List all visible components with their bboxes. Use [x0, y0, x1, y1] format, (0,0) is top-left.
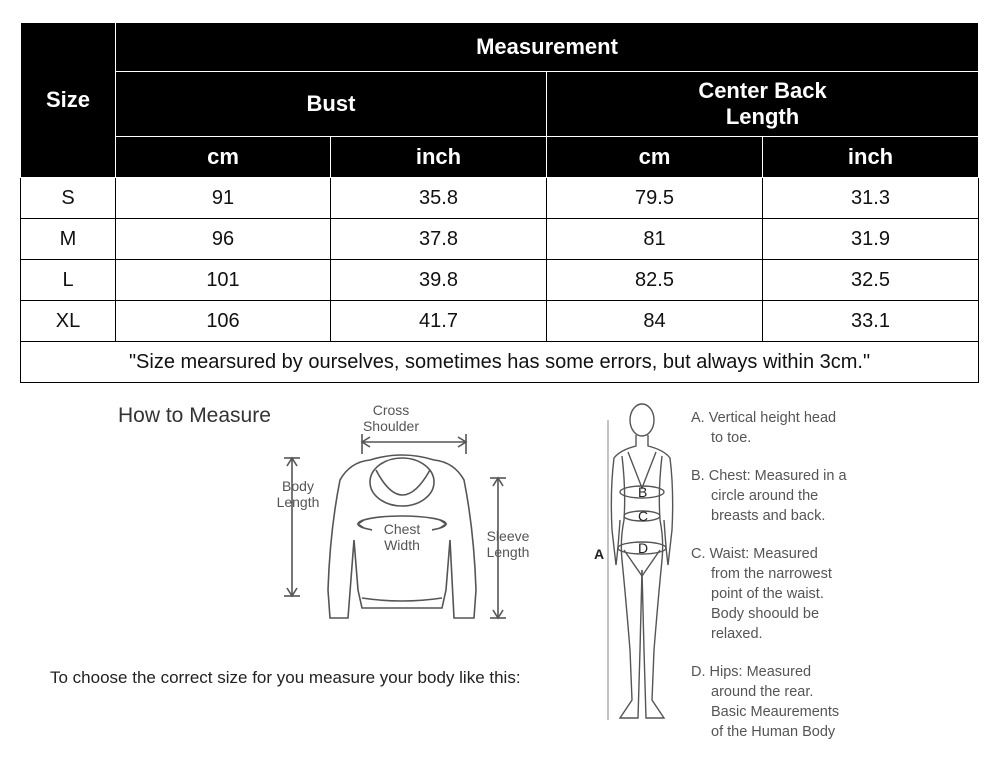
- cbl-header-line2: Length: [725, 104, 800, 129]
- cbl-header-line1: Center Back: [698, 78, 827, 103]
- body-label-b: B: [638, 484, 648, 500]
- size-cell: XL: [21, 301, 116, 342]
- measurement-header: Measurement: [116, 23, 979, 72]
- bust-inch-cell: 39.8: [331, 260, 547, 301]
- cross-shoulder-label: Cross Shoulder: [362, 402, 420, 434]
- size-header: Size: [21, 23, 116, 178]
- table-row: [21, 178, 979, 219]
- cbl-inch-cell: 32.5: [763, 260, 979, 301]
- cbl-inch-cell: 31.3: [763, 178, 979, 219]
- bust-header: Bust: [116, 72, 547, 137]
- note-d: D. Hips: Measured around the rear. Basic Meaurements of the Human Body: [691, 664, 840, 740]
- note-b: B. Chest: Measured in a circle around the breasts and back.: [691, 468, 847, 524]
- unit-inch-cbl: inch: [763, 137, 979, 178]
- cbl-cm-cell: 81: [547, 219, 763, 260]
- measurement-notes: [691, 408, 991, 760]
- cbl-cm-cell: 82.5: [547, 260, 763, 301]
- bust-inch-cell: 41.7: [331, 301, 547, 342]
- bust-inch-cell: 35.8: [331, 178, 547, 219]
- note-a: A. Vertical height head to toe.: [691, 410, 837, 446]
- sleeve-length-label: Sleeve Length: [486, 528, 530, 560]
- size-cell: M: [21, 219, 116, 260]
- choose-size-instruction: To choose the correct size for you measure your body like this:: [50, 668, 521, 687]
- size-chart-table: [20, 22, 979, 383]
- chest-width-label: Chest Width: [372, 521, 432, 553]
- table-row: [21, 219, 979, 260]
- body-label-a: A: [594, 546, 605, 562]
- measurement-note: "Size mearsured by ourselves, sometimes has some errors, but always within 3cm.": [21, 342, 979, 383]
- table-row: [21, 301, 979, 342]
- unit-cm-cbl: cm: [547, 137, 763, 178]
- cbl-cm-cell: 79.5: [547, 178, 763, 219]
- size-cell: S: [21, 178, 116, 219]
- cbl-inch-cell: 31.9: [763, 219, 979, 260]
- body-length-label: Body Length: [276, 478, 320, 510]
- cbl-inch-cell: 33.1: [763, 301, 979, 342]
- bust-inch-cell: 37.8: [331, 219, 547, 260]
- bust-cm-cell: 91: [116, 178, 331, 219]
- unit-cm-bust: cm: [116, 137, 331, 178]
- body-label-c: C: [638, 508, 649, 524]
- note-c: C. Waist: Measured from the narrowest point of the waist. Body shoould be relaxed.: [691, 546, 832, 642]
- body-label-d: D: [638, 540, 649, 556]
- center-back-length-header: [547, 72, 979, 137]
- bust-cm-cell: 106: [116, 301, 331, 342]
- bust-cm-cell: 96: [116, 219, 331, 260]
- how-to-measure-title: How to Measure: [118, 404, 271, 427]
- unit-inch-bust: inch: [331, 137, 547, 178]
- size-cell: L: [21, 260, 116, 301]
- cbl-cm-cell: 84: [547, 301, 763, 342]
- bust-cm-cell: 101: [116, 260, 331, 301]
- table-row: [21, 260, 979, 301]
- body-figure-illustration: [590, 400, 680, 730]
